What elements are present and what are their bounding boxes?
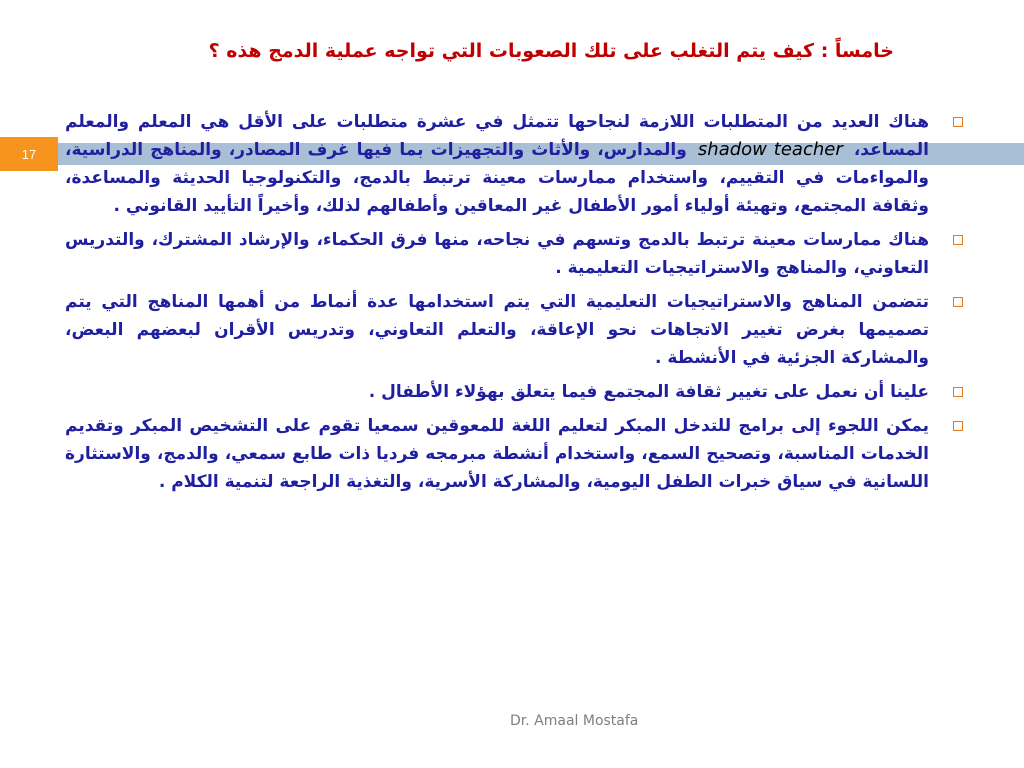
bullet-text: يمكن اللجوء إلى برامج للتدخل المبكر لتعليم اللغة للمعوقين سمعيا تقوم على التشخيص المبكر وتقديم الخدمات المناسبة، وتصحيح السمع، واستخدام أنشطة مبرمجه فرديا ذات طابع سمعي، والدمج، والاستثارة اللسانية في سياق خبرات الطفل اليومية، والمشاركة الأسرية، والتغذية الراجعة لتنمية الكلام .	[65, 416, 929, 492]
square-bullet-icon	[953, 297, 963, 307]
slide-title: خامساً : كيف يتم التغلب على تلك الصعوبات التي تواجه عملية الدمج هذه ؟	[208, 40, 894, 62]
bullet-text: هناك العديد من المتطلبات اللازمة لنجاحها تتمثل في عشرة متطلبات على الأقل هي المعلم والمعلم المساعد،	[65, 112, 930, 160]
bullet-text: تتضمن المناهج والاستراتيجيات التعليمية التي يتم استخدامها عدة أنماط من أهمها المناهج التي يتم تصميمها بغرض تغيير الاتجاهات نحو الإعاقة، والتعلم التعاوني، وتدريس الأقران لبعضهم البعض، والمشاركة الجزئية في الأنشطة .	[65, 292, 929, 368]
list-item	[65, 378, 963, 406]
list-item	[65, 412, 963, 496]
square-bullet-icon	[953, 117, 963, 127]
footer-author: Dr. Amaal Mostafa	[510, 713, 639, 729]
square-bullet-icon	[953, 235, 963, 245]
bullet-text: هناك ممارسات معينة ترتبط بالدمج وتسهم في نجاحه، منها فرق الحكماء، والإرشاد المشترك، والتدريس التعاوني، والمناهج والاستراتيجيات التعليمية .	[65, 230, 929, 278]
list-item	[65, 226, 963, 282]
list-item	[65, 288, 963, 372]
bullet-text: علينا أن نعمل على تغيير ثقافة المجتمع فيما يتعلق بهؤلاء الأطفال .	[368, 382, 929, 402]
square-bullet-icon	[953, 387, 963, 397]
shadow-teacher-term: shadow teacher	[697, 139, 843, 160]
list-item	[65, 108, 963, 220]
square-bullet-icon	[953, 421, 963, 431]
page-number-badge: 17	[0, 137, 58, 171]
bullet-text: والمدارس، والأثاث والتجهيزات بما فيها غرف المصادر، والمناهج الدراسية، والمواءمات في التقييم، واستخدام ممارسات معينة ترتبط بالدمج، والتكنولوجيا الحديثة والمساعدة، وثقافة المجتمع، وتهيئة أولياء أمور الأطفال غير المعاقين وأطفالهم لذلك، وأخيراً التأييد القانوني .	[65, 140, 929, 216]
bullet-list	[65, 108, 963, 502]
